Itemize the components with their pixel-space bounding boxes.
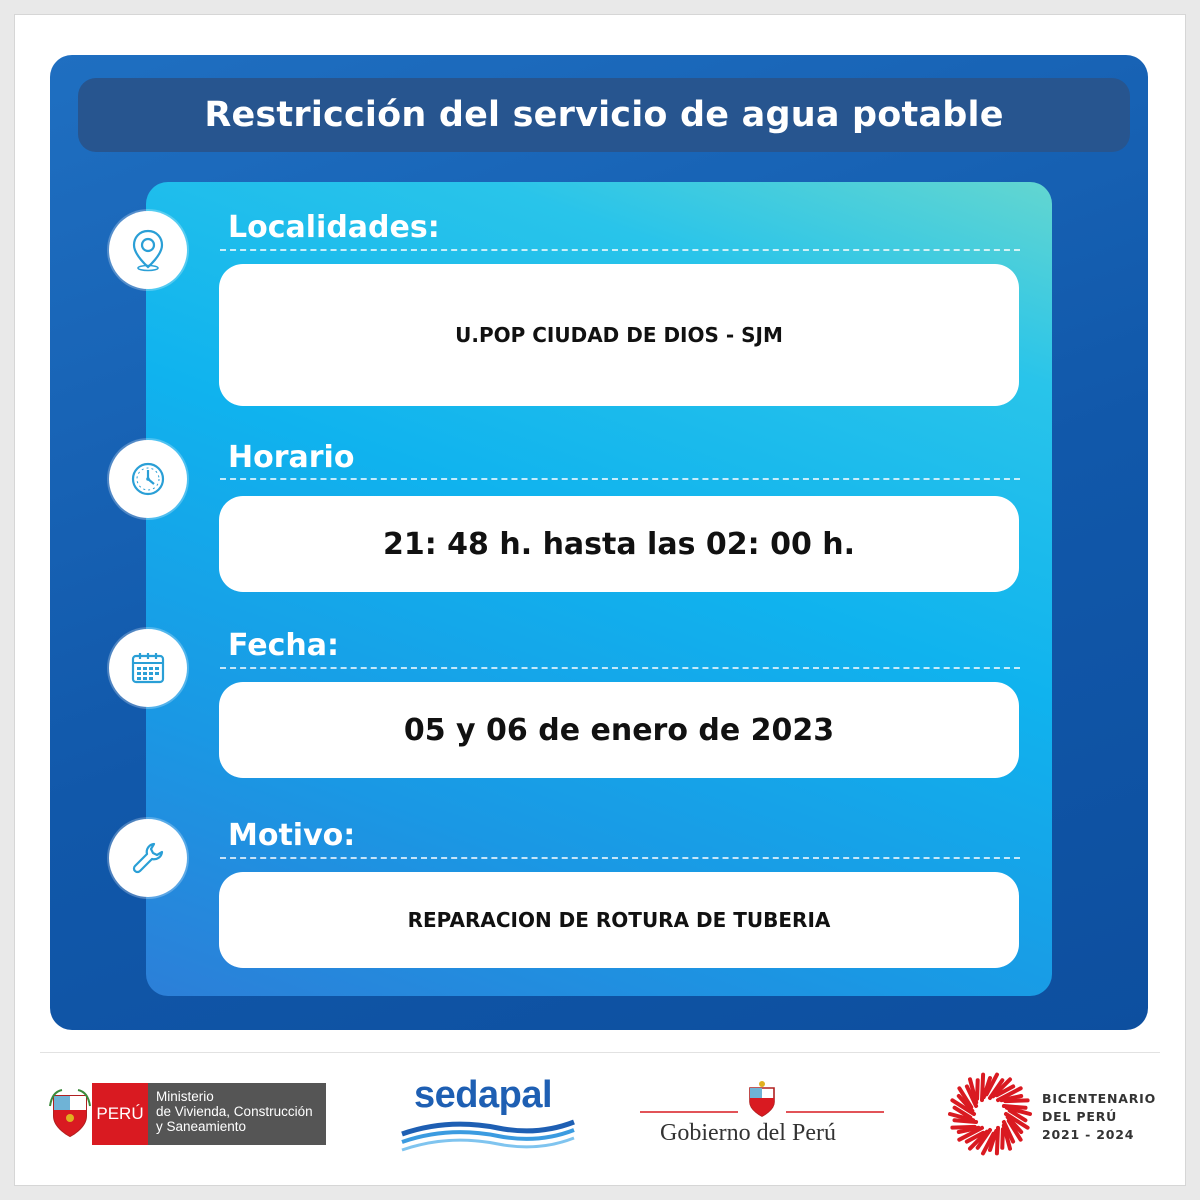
sedapal-logo bbox=[398, 1074, 582, 1158]
ministerio-logo bbox=[48, 1082, 326, 1146]
fecha-label: Fecha: bbox=[228, 628, 340, 663]
ministerio-line: de Vivienda, Construcción bbox=[156, 1104, 313, 1119]
bicentenario-text bbox=[1042, 1090, 1156, 1144]
page-title: Restricción del servicio de agua potable bbox=[204, 95, 1004, 135]
motivo-value: REPARACION DE ROTURA DE TUBERIA bbox=[219, 872, 1019, 968]
bicentenario-logo bbox=[944, 1066, 1164, 1162]
bicentenario-line: 2021 - 2024 bbox=[1042, 1127, 1135, 1142]
bicentenario-line: BICENTENARIO bbox=[1042, 1091, 1157, 1106]
peru-badge: PERÚ bbox=[92, 1083, 148, 1145]
divider bbox=[220, 857, 1020, 859]
wrench-icon bbox=[109, 819, 187, 897]
footer-divider bbox=[40, 1052, 1160, 1053]
title-bar bbox=[78, 78, 1130, 152]
location-pin-icon bbox=[109, 211, 187, 289]
horario-label: Horario bbox=[228, 440, 355, 475]
bicentenario-line: DEL PERÚ bbox=[1042, 1109, 1118, 1124]
emblem-ray bbox=[1002, 1129, 1003, 1148]
divider bbox=[220, 249, 1020, 251]
gobierno-logo bbox=[640, 1080, 884, 1152]
sedapal-wordmark: sedapal bbox=[414, 1074, 553, 1116]
emblem-ray bbox=[977, 1080, 978, 1099]
ministerio-name bbox=[148, 1083, 326, 1145]
bicentenario-emblem-icon bbox=[944, 1068, 1036, 1160]
emblem-ray bbox=[1005, 1100, 1027, 1101]
ministerio-line: Ministerio bbox=[156, 1089, 214, 1104]
divider bbox=[220, 667, 1020, 669]
divider bbox=[220, 478, 1020, 480]
localidades-value: U.POP CIUDAD DE DIOS - SJM bbox=[219, 264, 1019, 406]
peru-coat-of-arms-icon bbox=[640, 1080, 884, 1120]
clock-icon bbox=[109, 440, 187, 518]
gobierno-text: Gobierno del Perú bbox=[660, 1120, 836, 1146]
emblem-ray bbox=[952, 1127, 974, 1128]
peru-coat-of-arms-icon bbox=[48, 1086, 92, 1142]
ministerio-line: y Saneamiento bbox=[156, 1119, 247, 1134]
calendar-icon bbox=[109, 629, 187, 707]
fecha-value: 05 y 06 de enero de 2023 bbox=[219, 682, 1019, 778]
motivo-label: Motivo: bbox=[228, 818, 356, 853]
wave-icon bbox=[398, 1074, 582, 1158]
horario-value: 21: 48 h. hasta las 02: 00 h. bbox=[219, 496, 1019, 592]
localidades-label: Localidades: bbox=[228, 210, 440, 245]
